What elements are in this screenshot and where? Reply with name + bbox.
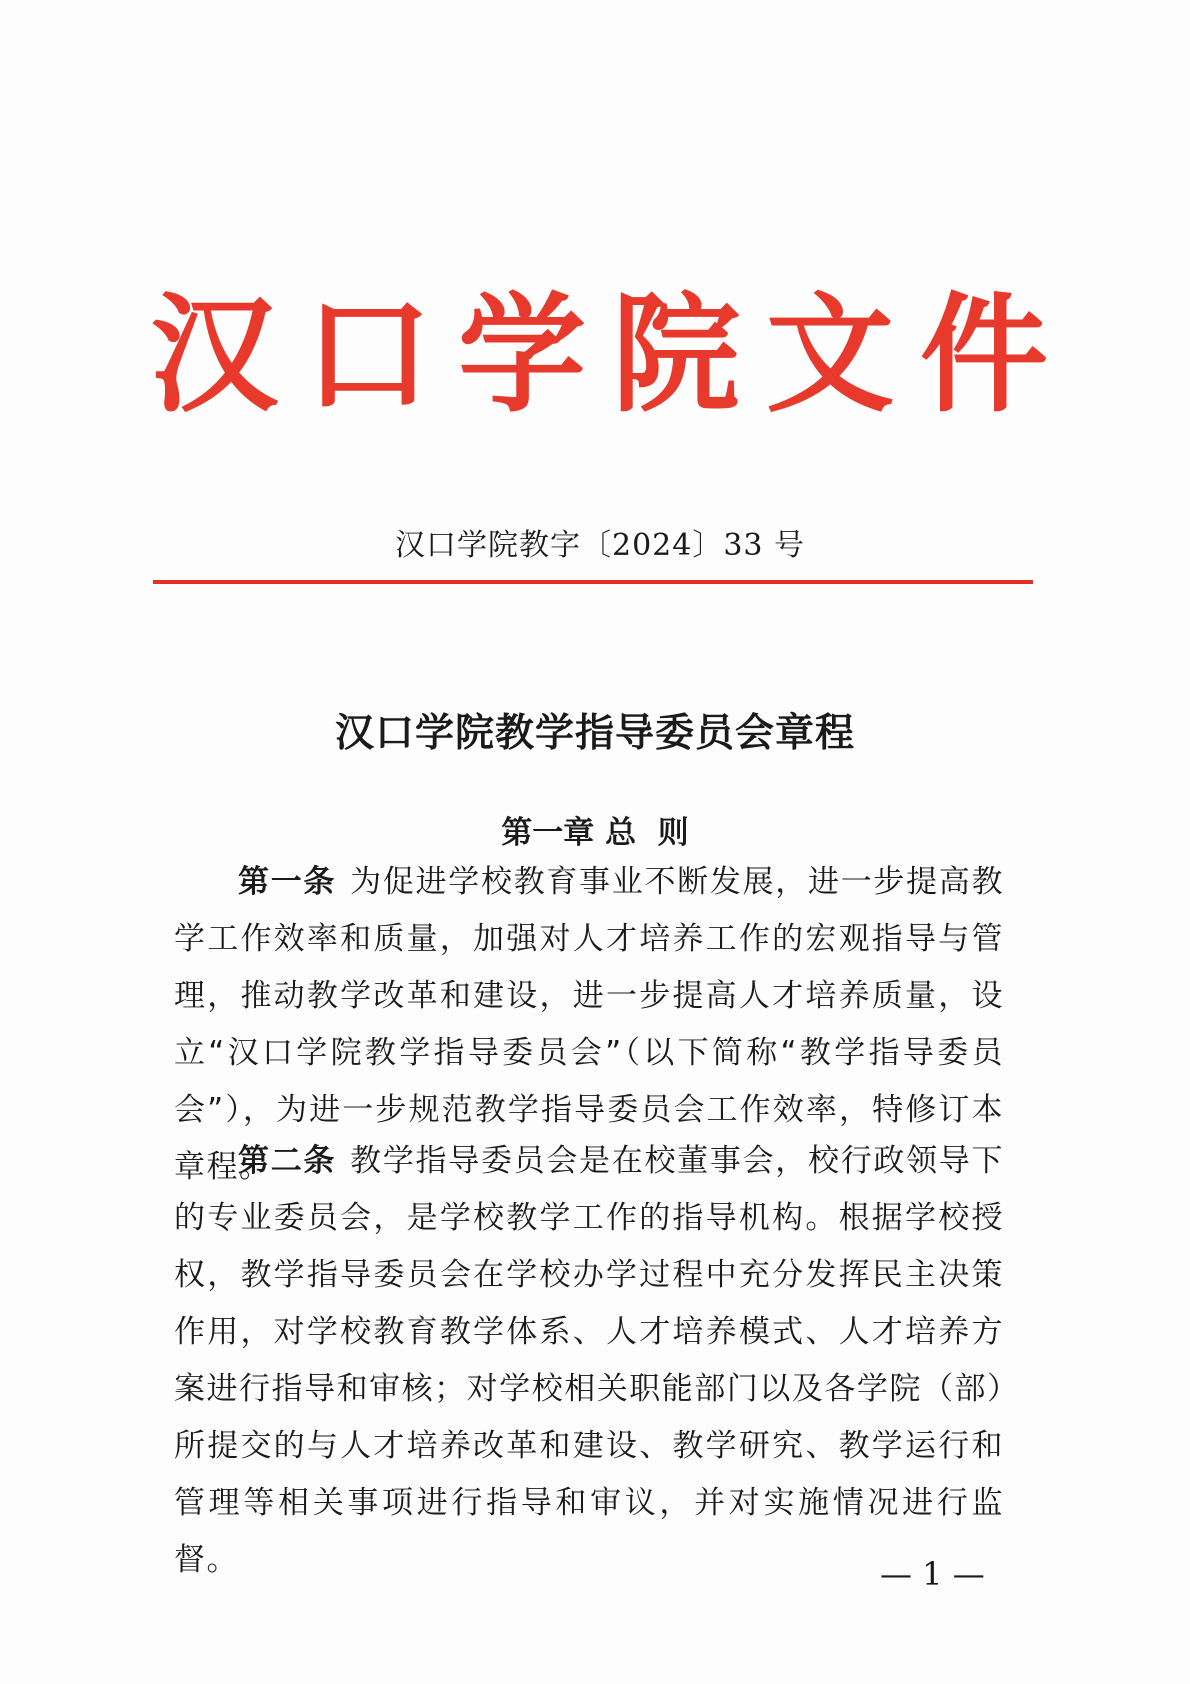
document-number: 汉口学院教字〔2024〕33 号 [395, 528, 806, 563]
page-number: — 1 — [880, 1555, 985, 1593]
article-2-label: 第二条 [238, 1143, 337, 1179]
chapter-heading: 第一章 总 则 [501, 815, 689, 851]
red-divider-rule [153, 580, 1033, 584]
article-1-label: 第一条 [238, 864, 337, 900]
document-title: 汉口学院教学指导委员会章程 [334, 711, 855, 756]
article-2-text: 教学指导委员会是在校董事会，校行政领导下的专业委员会，是学校教学工作的指导机构。根据学校授权，教学指导委员会在学校办学过程中充分发挥民主决策作用，对学校教育教学体系、人才培养模式、人才培养方案进行指导和审核；对学校相关职能部门以及各学院（部）所提交的与人才培养改革和建设、教学研究、教学运行和管理等相关事项进行指导和审议，并对实施情况进行监督。 [174, 1143, 1005, 1578]
article-2-paragraph [174, 1133, 1004, 1589]
document-header-title: 汉口学院文件 [150, 280, 1075, 430]
article-1-text: 为促进学校教育事业不断发展，进一步提高教学工作效率和质量，加强对人才培养工作的宏观指导与管理，推动教学改革和建设，进一步提高人才培养质量，设立“汉口学院教学指导委员会”（以下简称“教学指导委员会”），为进一步规范教学指导委员会工作效率，特修订本章程。 [174, 864, 1005, 1185]
